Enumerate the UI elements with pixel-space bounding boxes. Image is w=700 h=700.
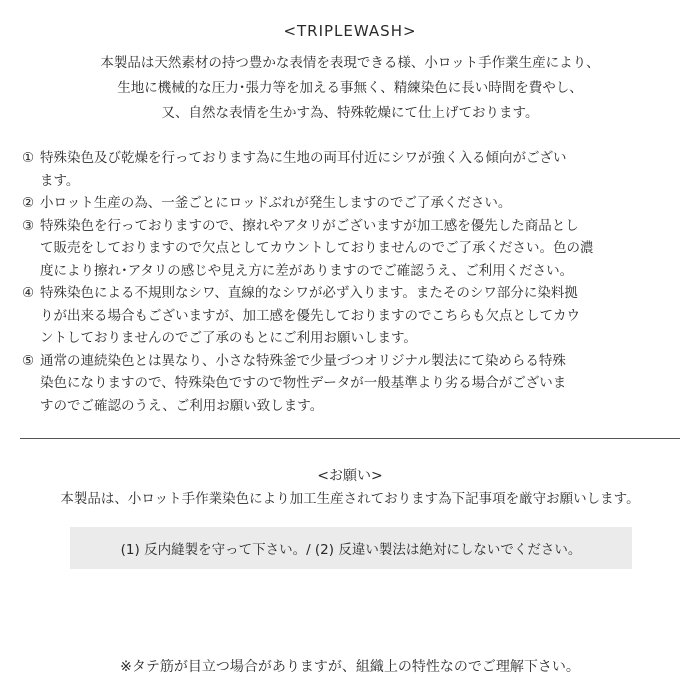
note-text [40,147,682,192]
note-line: すのでご確認のうえ、ご利用お願い致します。 [40,397,324,414]
note-line: ントしておりませんのでご了承のもとにご利用お願いします。 [40,330,417,346]
note-line: 小ロット生産の為、一釜ごとにロッドぶれが発生しますのでご了承ください。 [40,195,512,211]
note-item-5 [22,350,682,418]
request-box [70,527,632,569]
page-title: <TRIPLEWASH> [283,22,417,40]
note-line: 度により擦れ･アタリの感じや見え方に差がありますのでご確認うえ、ご利用ください。 [40,262,574,279]
note-item-4 [22,282,682,350]
note-item-2 [22,192,682,215]
intro-line: 本製品は天然素材の持つ豊かな表情を表現できる様、小ロット手作業生産により、 [100,55,600,71]
note-line: 特殊染色を行っておりますので、擦れやアタリがございますが加工感を優先した商品とし [40,217,579,234]
note-line: 染色になりますので、特殊染色ですので物性データが一般基準より劣る場合がございま [40,375,567,391]
note-line: 特殊染色による不規則なシワ、直線的なシワが必ず入ります。またそのシワ部分に染料拠 [40,285,578,301]
request-body: 本製品は、小ロット手作業染色により加工生産されております為下記事項を厳守お願いします。 [60,491,640,507]
notes-list [22,147,682,417]
intro-line: 生地に機械的な圧力･張力等を加える事無く、精練染色に長い時間を費やし、 [117,80,583,96]
note-text [40,215,682,283]
note-number: ② [22,195,35,211]
note-text [40,282,682,350]
note-text [40,192,682,215]
note-number: ④ [22,285,35,301]
request-title: <お願い> [317,468,383,484]
request-box-text: (1) 反内縫製を守って下さい。/ (2) 反違い製法は絶対にしないでください。 [120,542,582,558]
intro-line: 又、自然な表情を生かす為、特殊乾燥にて仕上げております。 [161,105,539,121]
note-line: 通常の連続染色とは異なり、小さな特殊釜で少量づつオリジナル製法にて染めらる特殊 [40,352,566,369]
note-number: ③ [22,217,35,234]
note-line: ます。 [40,172,80,189]
note-text [40,350,682,418]
section-divider [20,438,680,439]
note-line: 特殊染色及び乾燥を行っております為に生地の両耳付近にシワが強く入る傾向がござい [40,150,567,166]
intro-paragraph [0,51,700,126]
note-item-3 [22,215,682,283]
note-number: ⑤ [22,352,35,369]
note-line: りが出来る場合もございますが、加工感を優先しておりますのでこちらも欠点としてカウ [40,307,580,324]
note-line: て販売をしておりますので欠点としてカウントしておりませんのでご了承ください。色の濃 [40,240,594,256]
note-number: ① [22,150,35,166]
footnote: ※タテ筋が目立つ場合がありますが、組織上の特性なのでご理解下さい。 [120,659,580,675]
note-item-1 [22,147,682,192]
